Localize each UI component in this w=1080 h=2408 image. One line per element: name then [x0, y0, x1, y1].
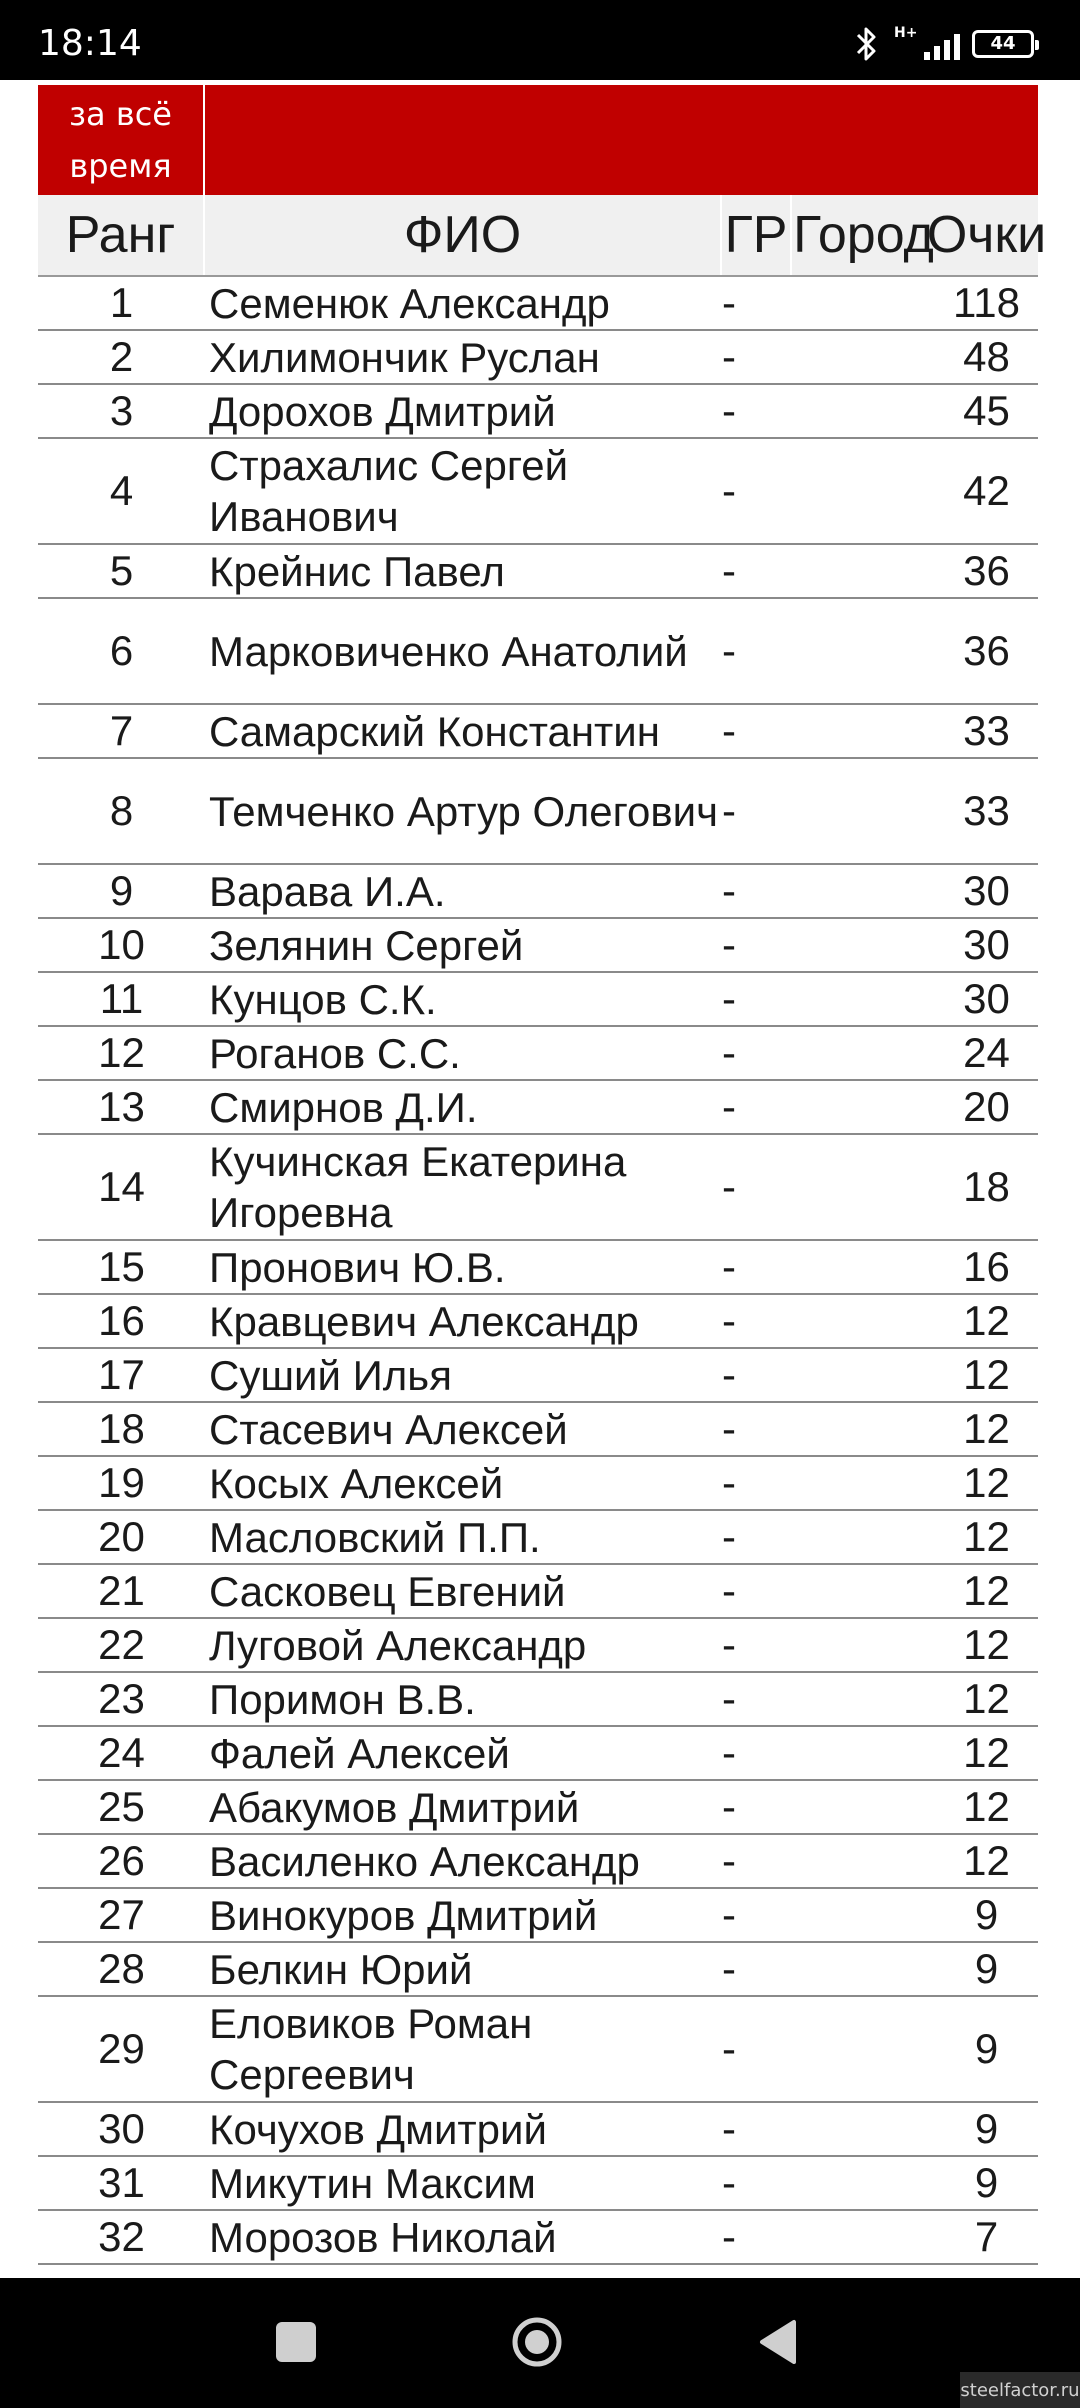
cell-points: 118 [953, 279, 1020, 326]
table-row [38, 973, 1038, 1027]
cell-name: Варава И.А. [209, 867, 446, 915]
cell-name: Самарский Константин [209, 707, 660, 755]
table-row [38, 1135, 1038, 1241]
cell-name: Кравцевич Александр [209, 1297, 639, 1345]
cell-points: 9 [974, 1945, 999, 1992]
cell-city [792, 973, 935, 1025]
cell-name: Сасковец Евгений [209, 1567, 566, 1615]
table-row [38, 277, 1038, 331]
cell-city [792, 1781, 935, 1833]
cell-rank: 14 [98, 1163, 145, 1210]
column-header-rank[interactable]: Ранг [38, 195, 205, 275]
cell-points: 36 [963, 547, 1010, 594]
cell-gr: - [722, 279, 736, 326]
cell-city [792, 759, 935, 863]
cell-rank: 17 [98, 1351, 145, 1398]
cell-city [792, 331, 935, 383]
cell-name: Страхалис Сергей Иванович [209, 442, 569, 540]
cell-name: Кунцов С.К. [209, 975, 437, 1023]
table-row [38, 919, 1038, 973]
cell-name: Масловский П.П. [209, 1513, 541, 1561]
cell-points: 16 [963, 1243, 1010, 1290]
cell-points: 9 [974, 1891, 999, 1938]
cell-gr: - [722, 787, 736, 834]
column-header-city[interactable]: Город [793, 206, 934, 264]
cell-points: 12 [963, 1837, 1010, 1884]
cell-city [792, 1511, 935, 1563]
cell-gr: - [722, 2159, 736, 2206]
cell-name: Морозов Николай [209, 2213, 557, 2261]
cell-gr: - [722, 1029, 736, 1076]
table-row [38, 1835, 1038, 1889]
ranking-table [38, 85, 1047, 2265]
table-row [38, 1781, 1038, 1835]
cell-city [792, 1997, 935, 2101]
cell-city [792, 1727, 935, 1779]
cell-city [792, 545, 935, 597]
cell-name: Стасевич Алексей [209, 1405, 568, 1453]
table-row [38, 1565, 1038, 1619]
table-row [38, 1081, 1038, 1135]
cell-rank: 24 [98, 1729, 145, 1776]
cell-city [792, 1135, 935, 1239]
cell-gr: - [722, 975, 736, 1022]
recents-square-icon[interactable] [276, 2322, 316, 2362]
cell-rank: 27 [98, 1891, 145, 1938]
cell-gr: - [722, 867, 736, 914]
table-row [38, 865, 1038, 919]
cell-gr: - [722, 2105, 736, 2152]
cell-rank: 19 [98, 1459, 145, 1506]
cell-gr: - [722, 707, 736, 754]
cell-points: 30 [963, 975, 1010, 1022]
table-row [38, 1511, 1038, 1565]
table-row [38, 1943, 1038, 1997]
cell-rank: 21 [98, 1567, 145, 1614]
cell-rank: 13 [98, 1083, 145, 1130]
period-label: за всё время [38, 85, 205, 195]
cell-name: Поримон В.В. [209, 1675, 476, 1723]
cell-city [792, 1241, 935, 1293]
cell-rank: 32 [98, 2213, 145, 2260]
cell-gr: - [722, 333, 736, 380]
cell-rank: 5 [109, 547, 134, 594]
cell-name: Луговой Александр [209, 1621, 587, 1669]
cell-name: Микутин Максим [209, 2159, 536, 2207]
cell-city [792, 1457, 935, 1509]
table-row [38, 1349, 1038, 1403]
cell-points: 12 [963, 1567, 1010, 1614]
cell-rank: 18 [98, 1405, 145, 1452]
table-row [38, 1997, 1038, 2103]
cell-points: 18 [963, 1163, 1010, 1210]
table-body [38, 277, 1038, 2265]
cell-gr: - [722, 921, 736, 968]
table-row [38, 1673, 1038, 1727]
cell-points: 12 [963, 1513, 1010, 1560]
battery-level: 44 [990, 33, 1016, 54]
cell-rank: 26 [98, 1837, 145, 1884]
cell-city [792, 1081, 935, 1133]
cell-points: 12 [963, 1297, 1010, 1344]
cell-name: Зелянин Сергей [209, 921, 524, 969]
cell-points: 33 [963, 787, 1010, 834]
cell-gr: - [722, 1675, 736, 1722]
cell-name: Кучинская Екатерина Игоревна [209, 1138, 627, 1236]
cell-city [792, 277, 935, 329]
cell-rank: 4 [109, 467, 134, 514]
column-header-row [38, 195, 1047, 277]
cell-points: 30 [963, 867, 1010, 914]
navigation-bar [0, 2278, 1080, 2408]
cell-points: 9 [974, 2105, 999, 2152]
cell-points: 24 [963, 1029, 1010, 1076]
cell-rank: 28 [98, 1945, 145, 1992]
cell-gr: - [722, 1083, 736, 1130]
cell-points: 30 [963, 921, 1010, 968]
cell-points: 12 [963, 1459, 1010, 1506]
watermark: steelfactor.ru [960, 2372, 1080, 2408]
table-row [38, 1619, 1038, 1673]
cell-city [792, 1403, 935, 1455]
status-bar [0, 0, 1080, 80]
cell-gr: - [722, 1243, 736, 1290]
cell-gr: - [722, 467, 736, 514]
bluetooth-icon [852, 24, 882, 64]
cell-name: Кочухов Дмитрий [209, 2105, 547, 2153]
cell-gr: - [722, 547, 736, 594]
cell-rank: 29 [98, 2025, 145, 2072]
table-row [38, 1295, 1038, 1349]
cell-city [792, 1943, 935, 1995]
cell-rank: 3 [109, 387, 134, 434]
table-row [38, 439, 1038, 545]
cell-gr: - [722, 1837, 736, 1884]
table-row [38, 1403, 1038, 1457]
cell-name: Хилимончик Руслан [209, 333, 600, 381]
cell-gr: - [722, 1459, 736, 1506]
cell-city [792, 1889, 935, 1941]
table-row [38, 545, 1038, 599]
cell-points: 12 [963, 1621, 1010, 1668]
cell-name: Косых Алексей [209, 1459, 504, 1507]
cell-city [792, 2103, 935, 2155]
cell-city [792, 1619, 935, 1671]
table-row [38, 1457, 1038, 1511]
column-header-gr[interactable]: ГР [722, 195, 792, 275]
cell-gr: - [722, 1351, 736, 1398]
table-row [38, 2157, 1038, 2211]
cell-city [792, 599, 935, 703]
cell-rank: 20 [98, 1513, 145, 1560]
table-row [38, 599, 1038, 705]
signal-icon [894, 24, 960, 64]
cell-rank: 9 [109, 867, 134, 914]
cell-city [792, 1295, 935, 1347]
cell-name: Марковиченко Анатолий [209, 627, 688, 675]
cell-city [792, 2157, 935, 2209]
network-type-label: H+ [894, 25, 918, 41]
battery-icon [972, 30, 1034, 58]
cell-name: Дорохов Дмитрий [209, 387, 556, 435]
cell-points: 20 [963, 1083, 1010, 1130]
table-row [38, 1727, 1038, 1781]
cell-rank: 12 [98, 1029, 145, 1076]
header-red-band [205, 85, 1038, 195]
cell-name: Суший Илья [209, 1351, 452, 1399]
cell-name: Абакумов Дмитрий [209, 1783, 580, 1831]
cell-gr: - [722, 2213, 736, 2260]
cell-name: Винокуров Дмитрий [209, 1891, 598, 1939]
cell-rank: 31 [98, 2159, 145, 2206]
cell-city [792, 1027, 935, 1079]
cell-gr: - [722, 1567, 736, 1614]
table-row [38, 2103, 1038, 2157]
cell-name: Фалей Алексей [209, 1729, 510, 1777]
cell-name: Темченко Артур Олегович [209, 787, 719, 835]
table-row [38, 331, 1038, 385]
cell-points: 48 [963, 333, 1010, 380]
cell-name: Пронович Ю.В. [209, 1243, 506, 1291]
cell-city [792, 385, 935, 437]
cell-name: Василенко Александр [209, 1837, 640, 1885]
cell-points: 36 [963, 627, 1010, 674]
cell-city [792, 1673, 935, 1725]
cell-gr: - [722, 1729, 736, 1776]
cell-city [792, 1349, 935, 1401]
cell-rank: 6 [109, 627, 134, 674]
cell-city [792, 705, 935, 757]
cell-rank: 7 [109, 707, 134, 754]
cell-gr: - [722, 1405, 736, 1452]
cell-points: 7 [974, 2213, 999, 2260]
cell-rank: 10 [98, 921, 145, 968]
cell-name: Еловиков Роман Сергеевич [209, 2000, 533, 2098]
cell-rank: 1 [109, 279, 134, 326]
cell-points: 9 [974, 2025, 999, 2072]
cell-rank: 23 [98, 1675, 145, 1722]
column-header-points[interactable]: Очки [926, 206, 1047, 264]
cell-gr: - [722, 627, 736, 674]
cell-rank: 11 [99, 975, 144, 1022]
cell-points: 12 [963, 1351, 1010, 1398]
table-row [38, 1241, 1038, 1295]
status-icons [852, 24, 1034, 64]
cell-city [792, 439, 935, 543]
cell-gr: - [722, 1891, 736, 1938]
cell-gr: - [722, 2025, 736, 2072]
cell-rank: 30 [98, 2105, 145, 2152]
cell-name: Роганов С.С. [209, 1029, 461, 1077]
cell-points: 12 [963, 1675, 1010, 1722]
cell-points: 12 [963, 1729, 1010, 1776]
table-row [38, 2211, 1038, 2265]
cell-rank: 2 [109, 333, 134, 380]
status-time: 18:14 [38, 23, 142, 64]
cell-name: Смирнов Д.И. [209, 1083, 478, 1131]
cell-name: Крейнис Павел [209, 547, 505, 595]
home-circle-icon[interactable] [511, 2316, 563, 2368]
cell-rank: 15 [98, 1243, 145, 1290]
column-header-name[interactable]: ФИО [205, 195, 722, 275]
cell-points: 42 [963, 467, 1010, 514]
table-row [38, 385, 1038, 439]
cell-points: 33 [963, 707, 1010, 754]
cell-rank: 25 [98, 1783, 145, 1830]
cell-gr: - [722, 1945, 736, 1992]
cell-points: 9 [974, 2159, 999, 2206]
cell-rank: 22 [98, 1621, 145, 1668]
cell-city [792, 2211, 935, 2263]
cell-name: Белкин Юрий [209, 1945, 473, 1993]
table-period-header [38, 85, 1038, 195]
cell-gr: - [722, 1297, 736, 1344]
cell-gr: - [722, 1513, 736, 1560]
cell-gr: - [722, 1621, 736, 1668]
cell-points: 12 [963, 1405, 1010, 1452]
table-row [38, 759, 1038, 865]
cell-gr: - [722, 1163, 736, 1210]
table-row [38, 1889, 1038, 1943]
cell-gr: - [722, 1783, 736, 1830]
back-triangle-icon[interactable] [758, 2318, 798, 2366]
cell-rank: 8 [109, 787, 134, 834]
cell-city [792, 919, 935, 971]
cell-rank: 16 [98, 1297, 145, 1344]
cell-points: 45 [963, 387, 1010, 434]
cell-city [792, 865, 935, 917]
cell-gr: - [722, 387, 736, 434]
cell-city [792, 1835, 935, 1887]
cell-city [792, 1565, 935, 1617]
cell-name: Семенюк Александр [209, 279, 610, 327]
table-row [38, 705, 1038, 759]
cell-points: 12 [963, 1783, 1010, 1830]
table-row [38, 1027, 1038, 1081]
